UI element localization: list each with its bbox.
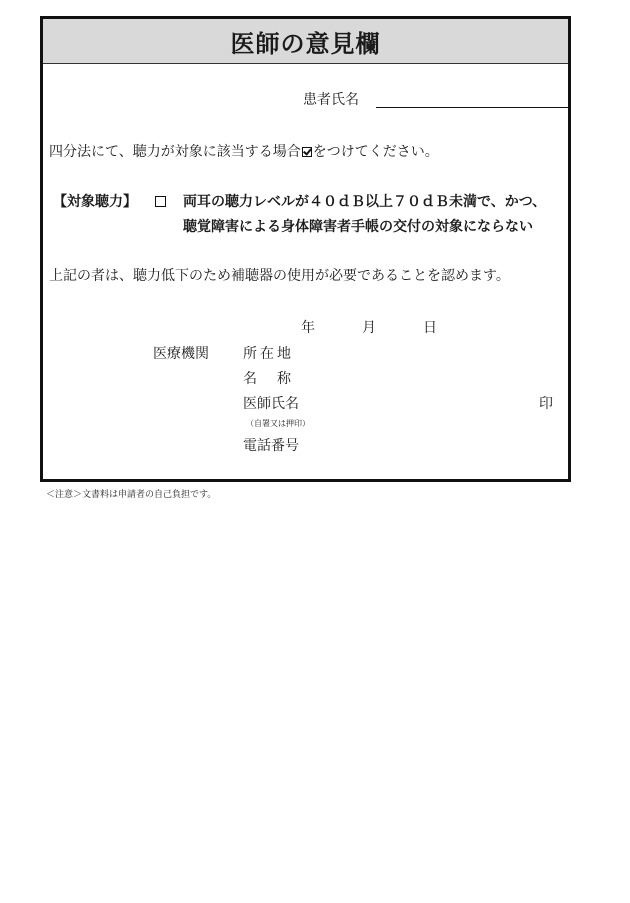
instruction-after: をつけてください。 [312, 144, 439, 160]
seal-mark-label: 印 [539, 396, 553, 412]
target-criteria-line2: 聴覚障害による身体障害者手帳の交付の対象にならない [183, 219, 533, 235]
date-day-label: 日 [423, 320, 437, 336]
form-title: 医師の意見欄 [230, 28, 381, 58]
doctor-opinion-form [40, 16, 571, 482]
patient-name-field[interactable] [376, 107, 568, 108]
address-label: 所在地 [243, 346, 294, 362]
signature-note: （自署又は押印） [246, 419, 310, 428]
form-header [43, 19, 568, 64]
checked-box-icon [302, 147, 312, 157]
target-hearing-label: 【対象聴力】 [53, 194, 137, 210]
doctor-name-label: 医師氏名 [243, 396, 299, 412]
phone-number-label: 電話番号 [243, 438, 299, 454]
target-hearing-checkbox[interactable] [155, 196, 166, 207]
instruction-before: 四分法にて、聴力が対象に該当する場合 [49, 144, 301, 160]
date-year-label: 年 [301, 320, 315, 336]
footnote: ＜注意＞文書料は申請者の自己負担です。 [46, 490, 217, 500]
instruction-text [49, 143, 439, 161]
target-criteria-line1: 両耳の聴力レベルが４０ｄＢ以上７０ｄＢ未満で、かつ、 [183, 194, 547, 210]
certification-text: 上記の者は、聴力低下のため補聴器の使用が必要であることを認めます。 [49, 268, 510, 284]
patient-name-label: 患者氏名 [303, 92, 359, 108]
date-month-label: 月 [362, 320, 376, 336]
medical-institution-label: 医療機関 [153, 346, 209, 362]
institution-name-label: 名 称 [243, 371, 294, 387]
